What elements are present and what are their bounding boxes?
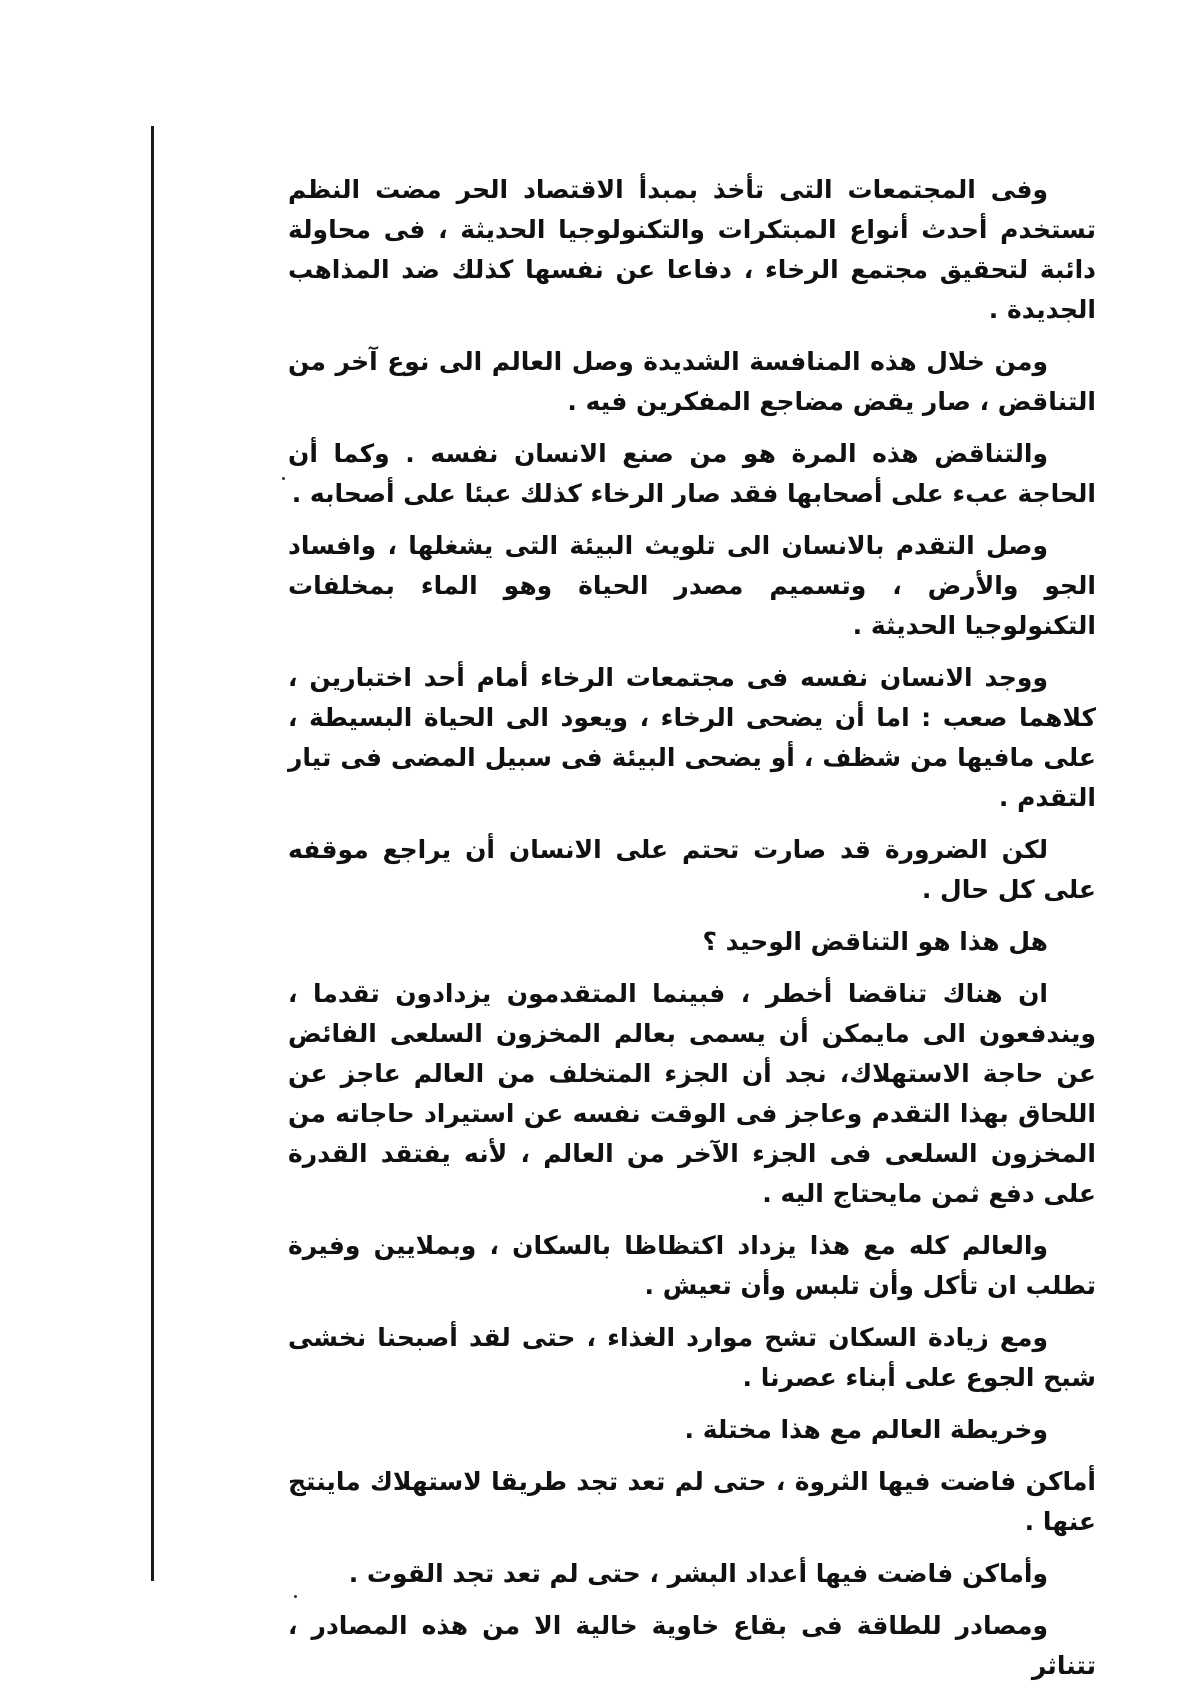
- scan-speck: [282, 477, 285, 480]
- paragraph: ووجد الانسان نفسه فى مجتمعات الرخاء أمام أحد اختبارين ، كلاهما صعب : اما أن يضحى الرخاء ، ويعود الى الحياة البسيطة ، على مافيها من شظف ، أو يضحى البيئة فى سبيل المضى فى تيار التقدم .: [288, 663, 1096, 812]
- margin-rule: [151, 126, 154, 1581]
- paragraph: أماكن فاضت فيها الثروة ، حتى لم تعد تجد طريقا لاستهلاك ماينتج عنها .: [288, 1467, 1096, 1536]
- body-text: [288, 170, 1096, 1698]
- paragraph: وصل التقدم بالانسان الى تلويث البيئة التى يشغلها ، وافساد الجو والأرض ، وتسميم مصدر الحياة وهو الماء بمخلفات التكنولوجيا الحديثة .: [288, 531, 1096, 640]
- paragraph: وخريطة العالم مع هذا مختلة .: [684, 1415, 1048, 1444]
- paragraph: وفى المجتمعات التى تأخذ بمبدأ الاقتصاد الحر مضت النظم تستخدم أحدث أنواع المبتكرات والتكنولوجيا الحديثة ، فى محاولة دائبة لتحقيق مجتمع الرخاء ، دفاعا عن نفسها كذلك ضد المذاهب الجديدة .: [288, 175, 1096, 324]
- paragraph: ومصادر للطاقة فى بقاع خاوية خالية الا من هذه المصادر ، تتناثر: [288, 1611, 1096, 1680]
- paragraph: ان هناك تناقضا أخطر ، فبينما المتقدمون يزدادون تقدما ، ويندفعون الى مايمكن أن يسمى بعالم المخزون السلعى الفائض عن حاجة الاستهلاك، نجد أن الجزء المتخلف من العالم عاجز عن اللحاق بهذا التقدم وعاجز فى الوقت نفسه عن استيراد حاجاته من المخزون السلعى فى الجزء الآخر من العالم ، لأنه يفتقد القدرة على دفع ثمن مايحتاج اليه .: [288, 979, 1096, 1208]
- paragraph: والعالم كله مع هذا يزداد اكتظاظا بالسكان ، وبملايين وفيرة تطلب ان تأكل وأن تلبس وأن تعيش .: [288, 1231, 1096, 1300]
- paragraph: والتناقض هذه المرة هو من صنع الانسان نفسه . وكما أن الحاجة عبء على أصحابها فقد صار الرخاء كذلك عبئا على أصحابه .: [288, 439, 1096, 508]
- paragraph: وأماكن فاضت فيها أعداد البشر ، حتى لم تعد تجد القوت .: [348, 1559, 1048, 1588]
- paragraph: ومع زيادة السكان تشح موارد الغذاء ، حتى لقد أصبحنا نخشى شبح الجوع على أبناء عصرنا .: [288, 1323, 1096, 1392]
- paragraph: ومن خلال هذه المنافسة الشديدة وصل العالم الى نوع آخر من التناقض ، صار يقض مضاجع المفكرين فيه .: [288, 347, 1096, 416]
- paragraph: لكن الضرورة قد صارت تحتم على الانسان أن يراجع موقفه على كل حال .: [288, 835, 1096, 904]
- paragraph: هل هذا هو التناقض الوحيد ؟: [702, 927, 1048, 956]
